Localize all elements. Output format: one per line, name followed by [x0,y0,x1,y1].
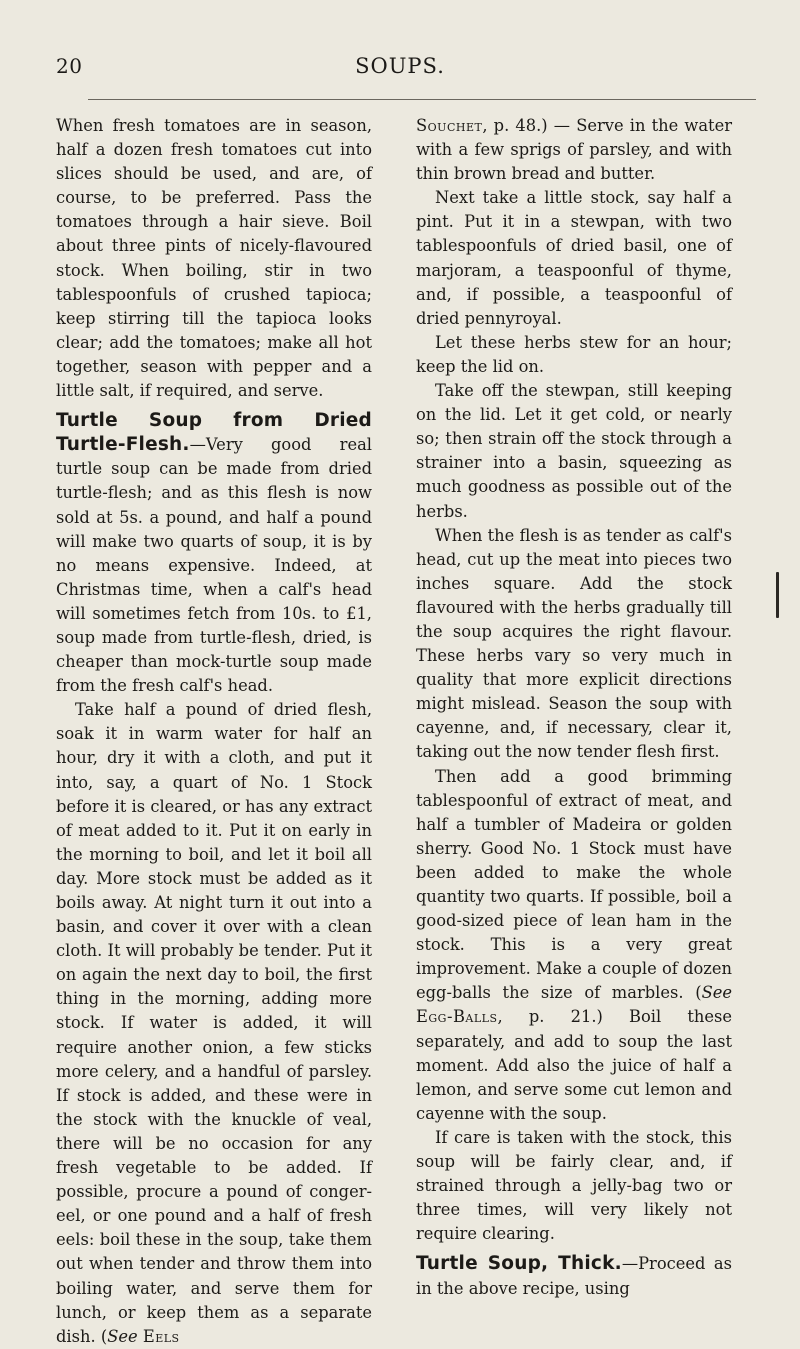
cut-meat-paragraph: When the flesh is as tender as calf's head, cut up the meat into pieces two inches square. Add the stock flavoured with the herbs gradually till the soup acquires the right flavour. These herbs vary so very much in quality that more explicit directions might mislead. Season the soup with cayenne, and, if necessary, clear it, taking out the now tender flesh first. [416,525,732,762]
recipe-heading-dried-turtle: Turtle Soup from Dried Turtle-Flesh. [56,410,372,456]
extract-text-a: Then add a good brimming tablespoonful of extract of meat, and half a tumbler of Madeira or golden sherry. Good No. 1 Stock must have been added to make the whole quantity two quarts. If possible, boil a good-sized piece of lean ham in the stock. This is a very great improvement. Make a couple of dozen egg-balls the size of marbles. ( [416,766,732,1003]
herb-stock-paragraph: Next take a little stock, say half a pint. Put it in a stewpan, with two tablespoonfuls of dried basil, one of marjoram, a teaspoonful of thyme, and, if possible, a teaspoonful of dried pennyroyal. [416,188,732,328]
recipe-heading-thick-turtle: Turtle Soup, Thick. [416,1253,622,1275]
running-head: SOUPS. [355,54,445,78]
souchet-cross-reference: Souchet [416,116,483,135]
eels-cross-reference: Eels [142,1326,180,1346]
page-number: 20 [56,54,83,78]
extract-text-b: , p. 21.) Boil these separately, and add to soup the last moment. Add also the juice of half a lemon, and serve some cut lemon and cayenne with the soup. [416,1007,732,1123]
extract-of-meat-paragraph [416,765,732,1126]
souchet-continuation-paragraph [416,114,732,186]
clear-stock-paragraph: If care is taken with the stock, this soup will be fairly clear, and, if strained through a jelly-bag two or three times, will very likely not require clearing. [416,1127,732,1244]
strain-stock-paragraph: Take off the stewpan, still keeping on the lid. Let it get cold, or nearly so; then strain off the stock through a strainer into a basin, squeezing as much goodness as possible out of the herbs. [416,381,732,521]
thick-turtle-intro-text: —Proceed as in the above recipe, using [416,1254,732,1298]
right-column [416,114,732,1301]
dried-turtle-intro-text: —Very good real turtle soup can be made from dried turtle-flesh; and as this flesh is now sold at 5s. a pound, and half a pound will make two quarts of soup, it is by no means expensive. Indeed, at Christmas time, when a calf's head will sometimes fetch from 10s. to £1, soup made from turtle-flesh, dried, is cheaper than mock-turtle soup made from the fresh calf's head. [56,435,372,696]
dried-turtle-method-text: Take half a pound of dried flesh, soak it in warm water for half an hour, dry it with a cloth, and put it into, say, a quart of No. 1 Stock before it is cleared, or has any extract of meat added to it. Put it on early in the morning to boil, and let it boil all day. More stock must be added as it boils away. At night turn it out into a basin, and cover it over with a clean cloth. It will probably be tender. Put it on again the next day to boil, the first thing in the morning, adding more stock. If water is added, it will require another onion, a few sticks more celery, and a handful of parsley. If stock is added, and these were in the stock with the knuckle of veal, there will be no occasion for any fresh vegetable to be added. If possible, procure a pound of conger-eel, or one pound and a half of fresh eels: boil these in the soup, take them out when tender and throw them into boiling water, and serve them for lunch, or keep them as a separate dish. [56,700,372,1346]
egg-balls-cross-reference: Egg-Balls [416,1007,498,1027]
ref-open-paren: ( [100,1326,108,1346]
page-edge-mark [776,572,779,618]
thick-turtle-paragraph [416,1252,732,1300]
herb-stew-paragraph: Let these herbs stew for an hour; keep the lid on. [416,332,732,376]
page-header [0,54,800,94]
turtle-dried-intro-paragraph [56,409,372,698]
left-column [56,114,372,1349]
see-reference-2: See [701,983,732,1003]
tomato-soup-paragraph: When fresh tomatoes are in season, half a dozen fresh tomatoes cut into slices should be used, and are, of course, to be preferred. Pass the tomatoes through a hair sieve. Boil about three pints of nicely-flavoured stock. When boiling, stir in two tablespoonfuls of crushed tapioca; keep stirring till the tapioca looks clear; add the tomatoes; make all hot together, season with pepper and a little salt, if required, and serve. [56,116,372,401]
see-reference: See [107,1326,138,1346]
dried-turtle-method-paragraph [56,698,372,1349]
header-rule [88,99,756,100]
souchet-continuation-text: , p. 48.) — Serve in the water with a few sprigs of parsley, and with thin brown bread and butter. [416,116,732,184]
